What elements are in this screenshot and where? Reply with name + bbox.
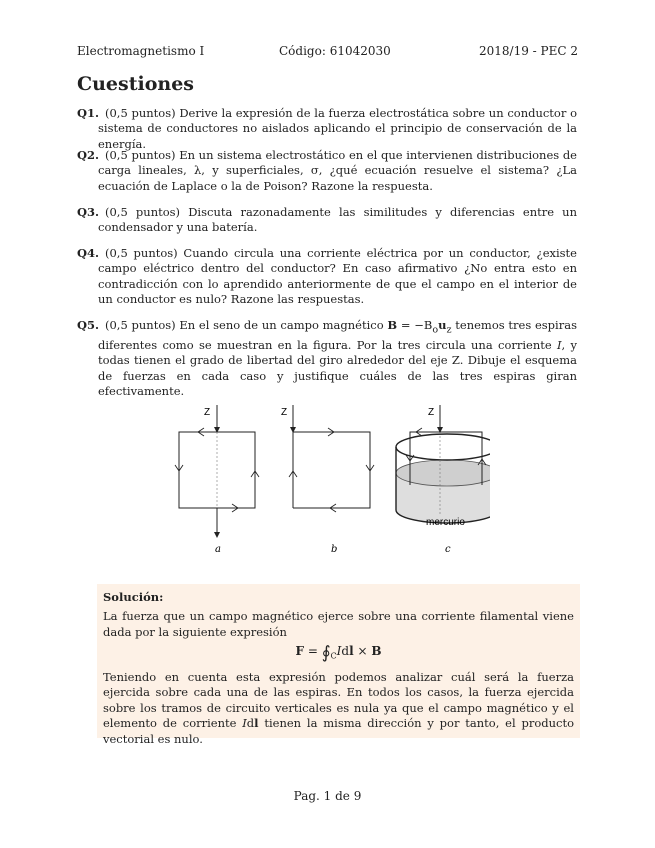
current-symbol: I bbox=[556, 337, 562, 352]
field-subscript-z: z bbox=[446, 324, 452, 336]
header-course: Electromagnetismo I bbox=[77, 44, 205, 58]
idl-current: I bbox=[242, 716, 247, 731]
field-subscript-o: o bbox=[432, 324, 439, 336]
question-text-before: (0,5 puntos) En el seno de un campo magnético bbox=[105, 318, 388, 332]
force-equation bbox=[103, 644, 574, 664]
page-number: Pag. 1 de 9 bbox=[293, 789, 362, 803]
question-label: Q3. bbox=[77, 205, 100, 219]
question-q1 bbox=[77, 106, 577, 152]
question-text-middle: tenemos tres espiras diferentes como se muestran en la figura. Por la tres circula una corriente bbox=[98, 318, 577, 352]
eq-field: B bbox=[371, 644, 382, 659]
header-code: Código: 61042030 bbox=[279, 44, 391, 58]
caption-b: b bbox=[331, 544, 338, 555]
question-text: (0,5 puntos) Cuando circula una corriente eléctrica por un conductor, ¿existe campo eléctrico dentro del conductor? En caso afirmativo ¿No entra esto en contradicción con lo aprendido anteriormente de que el campo en el interior de un conductor es nulo? Razone las respuestas. bbox=[98, 246, 577, 307]
loop-c bbox=[396, 405, 490, 555]
loop-b-frame bbox=[293, 432, 370, 508]
idl-l: l bbox=[254, 716, 259, 731]
question-label: Q5. bbox=[77, 318, 100, 332]
field-equals: = −B bbox=[397, 318, 433, 332]
question-label: Q1. bbox=[77, 106, 100, 120]
axis-label-a: Z bbox=[204, 407, 211, 418]
unit-vector-u: u bbox=[438, 318, 447, 332]
axis-label-c: Z bbox=[428, 407, 435, 418]
loops-figure bbox=[160, 395, 490, 560]
axis-label-b: Z bbox=[281, 407, 288, 418]
question-label: Q4. bbox=[77, 246, 100, 260]
mercury-label: mercurio bbox=[426, 517, 465, 528]
solution-title: Solución: bbox=[103, 590, 164, 604]
caption-a: a bbox=[215, 544, 221, 555]
solution-p1: Teniendo en cuenta esta expresión podemos analizar cuál será la fuerza ejercida sobre cada una de las espiras. En todos los casos, la fuerza ejercida sobre los tramos de circuito verticales es nula ya que el campo magnético y el elemento de corriente bbox=[103, 670, 574, 731]
eq-integral: ∮ bbox=[321, 643, 331, 664]
eq-length: l bbox=[349, 644, 354, 659]
eq-equals: = bbox=[304, 644, 322, 659]
loop-a bbox=[175, 405, 259, 555]
section-title: Cuestiones bbox=[77, 73, 194, 95]
eq-current: I bbox=[336, 644, 342, 659]
question-text-end: , y todas tienen el grado de libertad del giro alrededor del eje Z. Dibuje el esquema de fuerzas en cada caso y justifique cuáles de las tres espiras giran efectivamente. bbox=[98, 337, 577, 398]
solution-intro: La fuerza que un campo magnético ejerce sobre una corriente filamental viene dada por la siguiente expresión bbox=[103, 609, 574, 639]
question-q2 bbox=[77, 148, 577, 194]
eq-differential: d bbox=[341, 644, 350, 659]
eq-force: F bbox=[295, 644, 304, 659]
solution-paragraph bbox=[103, 670, 574, 747]
header-term: 2018/19 - PEC 2 bbox=[479, 44, 578, 58]
field-symbol-b: B bbox=[387, 318, 398, 332]
question-text: (0,5 puntos) Derive la expresión de la fuerza electrostática sobre un conductor o sistema de conductores no aislados aplicando el principio de conservación de la energía. bbox=[98, 106, 577, 151]
solution-p1-end: tienen la misma dirección y por tanto, el producto vectorial es nulo. bbox=[103, 716, 574, 746]
question-q4 bbox=[77, 246, 577, 308]
question-q5 bbox=[77, 318, 577, 399]
caption-c: c bbox=[445, 544, 451, 555]
question-text: (0,5 puntos) En un sistema electrostático en el que intervienen distribuciones de carga lineales, λ, y superficiales, σ, ¿qué ecuación resuelve el sistema? ¿La ecuación de Laplace o la de Poison? Razone la respuesta. bbox=[98, 148, 577, 193]
question-text: (0,5 puntos) Discuta razonadamente las similitudes y diferencias entre un condensador y una batería. bbox=[98, 205, 577, 235]
idl-d: d bbox=[246, 716, 255, 731]
question-label: Q2. bbox=[77, 148, 100, 162]
question-q3 bbox=[77, 205, 577, 236]
loop-b bbox=[281, 405, 374, 555]
eq-contour: C bbox=[330, 651, 337, 661]
solution-box bbox=[97, 584, 580, 746]
eq-cross: × bbox=[353, 644, 372, 659]
